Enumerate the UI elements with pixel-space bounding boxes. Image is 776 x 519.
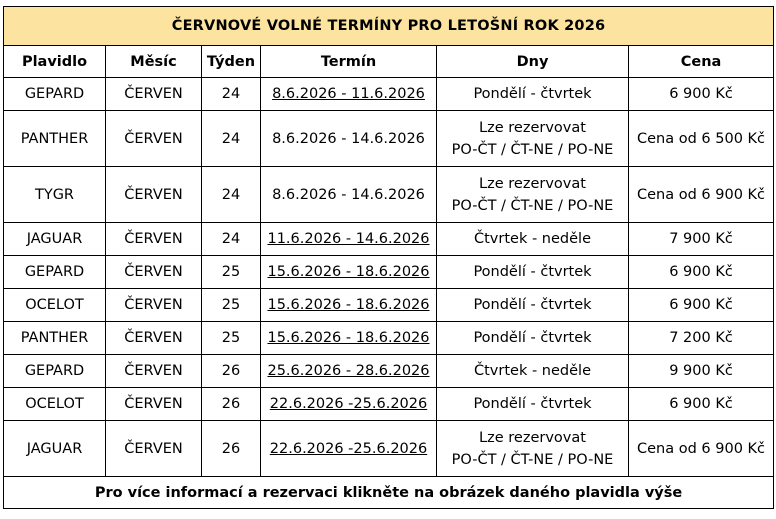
cell-price: 6 900 Kč bbox=[629, 256, 774, 289]
cell-term[interactable] bbox=[261, 421, 437, 477]
cell-month: ČERVEN bbox=[106, 388, 202, 421]
cell-term[interactable] bbox=[261, 223, 437, 256]
cell-price: 9 900 Kč bbox=[629, 355, 774, 388]
cell-price: 6 900 Kč bbox=[629, 78, 774, 111]
term-text: 8.6.2026 - 14.6.2026 bbox=[272, 130, 425, 147]
cell-boat: PANTHER bbox=[4, 111, 106, 167]
cell-month: ČERVEN bbox=[106, 421, 202, 477]
days-line: Pondělí - čtvrtek bbox=[473, 396, 592, 412]
days-line: PO-ČT / ČT-NE / PO-NE bbox=[451, 197, 614, 214]
cell-week: 26 bbox=[202, 388, 261, 421]
cell-week: 24 bbox=[202, 167, 261, 223]
term-link[interactable]: 15.6.2026 - 18.6.2026 bbox=[267, 264, 430, 280]
days-line: Pondělí - čtvrtek bbox=[473, 297, 592, 313]
cell-week: 25 bbox=[202, 256, 261, 289]
table-row bbox=[4, 421, 774, 477]
header-termin: Termín bbox=[261, 46, 437, 78]
header-cena: Cena bbox=[629, 46, 774, 78]
cell-boat: OCELOT bbox=[4, 388, 106, 421]
cell-boat: JAGUAR bbox=[4, 421, 106, 477]
cell-boat: PANTHER bbox=[4, 322, 106, 355]
term-link[interactable]: 15.6.2026 - 18.6.2026 bbox=[267, 297, 430, 313]
table-row bbox=[4, 256, 774, 289]
header-plavidlo: Plavidlo bbox=[4, 46, 106, 78]
cell-days bbox=[437, 167, 629, 223]
table-row bbox=[4, 111, 774, 167]
term-text: 8.6.2026 - 14.6.2026 bbox=[272, 186, 425, 203]
cell-week: 24 bbox=[202, 78, 261, 111]
cell-month: ČERVEN bbox=[106, 111, 202, 167]
table-row bbox=[4, 388, 774, 421]
cell-week: 25 bbox=[202, 322, 261, 355]
header-mesic: Měsíc bbox=[106, 46, 202, 78]
column-headers bbox=[4, 46, 774, 78]
cell-days bbox=[437, 256, 629, 289]
footer-note: Pro více informací a rezervaci klikněte na obrázek daného plavidla výše bbox=[4, 477, 774, 509]
cell-week: 24 bbox=[202, 111, 261, 167]
cell-month: ČERVEN bbox=[106, 322, 202, 355]
days-line: Pondělí - čtvrtek bbox=[473, 264, 592, 280]
cell-price: 6 900 Kč bbox=[629, 289, 774, 322]
cell-price: 6 900 Kč bbox=[629, 388, 774, 421]
days-line: Lze rezervovat bbox=[479, 175, 586, 192]
term-link[interactable]: 8.6.2026 - 11.6.2026 bbox=[272, 86, 425, 102]
term-link[interactable]: 15.6.2026 - 18.6.2026 bbox=[267, 330, 430, 346]
cell-term[interactable] bbox=[261, 289, 437, 322]
cell-week: 25 bbox=[202, 289, 261, 322]
term-link[interactable]: 25.6.2026 - 28.6.2026 bbox=[267, 363, 430, 379]
days-line: Lze rezervovat bbox=[479, 119, 586, 136]
cell-days bbox=[437, 355, 629, 388]
cell-month: ČERVEN bbox=[106, 167, 202, 223]
cell-term bbox=[261, 167, 437, 223]
cell-term[interactable] bbox=[261, 78, 437, 111]
cell-boat: JAGUAR bbox=[4, 223, 106, 256]
cell-days bbox=[437, 388, 629, 421]
days-line: Pondělí - čtvrtek bbox=[473, 330, 592, 346]
days-line: PO-ČT / ČT-NE / PO-NE bbox=[451, 141, 614, 158]
cell-week: 26 bbox=[202, 355, 261, 388]
days-line: Lze rezervovat bbox=[479, 429, 586, 446]
cell-week: 26 bbox=[202, 421, 261, 477]
cell-boat: GEPARD bbox=[4, 256, 106, 289]
cell-price: Cena od 6 900 Kč bbox=[629, 167, 774, 223]
cell-days bbox=[437, 289, 629, 322]
table-row bbox=[4, 289, 774, 322]
availability-table bbox=[3, 6, 774, 509]
cell-price: Cena od 6 500 Kč bbox=[629, 111, 774, 167]
cell-term[interactable] bbox=[261, 388, 437, 421]
cell-price: Cena od 6 900 Kč bbox=[629, 421, 774, 477]
cell-month: ČERVEN bbox=[106, 355, 202, 388]
days-line: Čtvrtek - neděle bbox=[474, 363, 591, 379]
term-link[interactable]: 11.6.2026 - 14.6.2026 bbox=[267, 231, 430, 247]
cell-days bbox=[437, 322, 629, 355]
cell-term bbox=[261, 111, 437, 167]
header-dny: Dny bbox=[437, 46, 629, 78]
cell-days bbox=[437, 223, 629, 256]
table-title: ČERVNOVÉ VOLNÉ TERMÍNY PRO LETOŠNÍ ROK 2026 bbox=[4, 7, 774, 46]
table-row bbox=[4, 223, 774, 256]
term-link[interactable]: 22.6.2026 -25.6.2026 bbox=[269, 396, 428, 412]
cell-week: 24 bbox=[202, 223, 261, 256]
cell-price: 7 900 Kč bbox=[629, 223, 774, 256]
table-row bbox=[4, 78, 774, 111]
days-line: Čtvrtek - neděle bbox=[474, 231, 591, 247]
cell-days bbox=[437, 78, 629, 111]
term-link[interactable]: 22.6.2026 -25.6.2026 bbox=[269, 440, 428, 457]
cell-term[interactable] bbox=[261, 256, 437, 289]
cell-term[interactable] bbox=[261, 355, 437, 388]
header-tyden: Týden bbox=[202, 46, 261, 78]
cell-boat: TYGR bbox=[4, 167, 106, 223]
cell-days bbox=[437, 111, 629, 167]
cell-price: 7 200 Kč bbox=[629, 322, 774, 355]
cell-month: ČERVEN bbox=[106, 78, 202, 111]
cell-boat: OCELOT bbox=[4, 289, 106, 322]
cell-month: ČERVEN bbox=[106, 256, 202, 289]
table-body bbox=[4, 78, 774, 477]
table-row bbox=[4, 167, 774, 223]
cell-month: ČERVEN bbox=[106, 289, 202, 322]
cell-boat: GEPARD bbox=[4, 78, 106, 111]
table-row bbox=[4, 355, 774, 388]
cell-days bbox=[437, 421, 629, 477]
days-line: Pondělí - čtvrtek bbox=[473, 86, 592, 102]
cell-boat: GEPARD bbox=[4, 355, 106, 388]
days-line: PO-ČT / ČT-NE / PO-NE bbox=[451, 451, 614, 468]
table-row bbox=[4, 322, 774, 355]
cell-month: ČERVEN bbox=[106, 223, 202, 256]
cell-term[interactable] bbox=[261, 322, 437, 355]
